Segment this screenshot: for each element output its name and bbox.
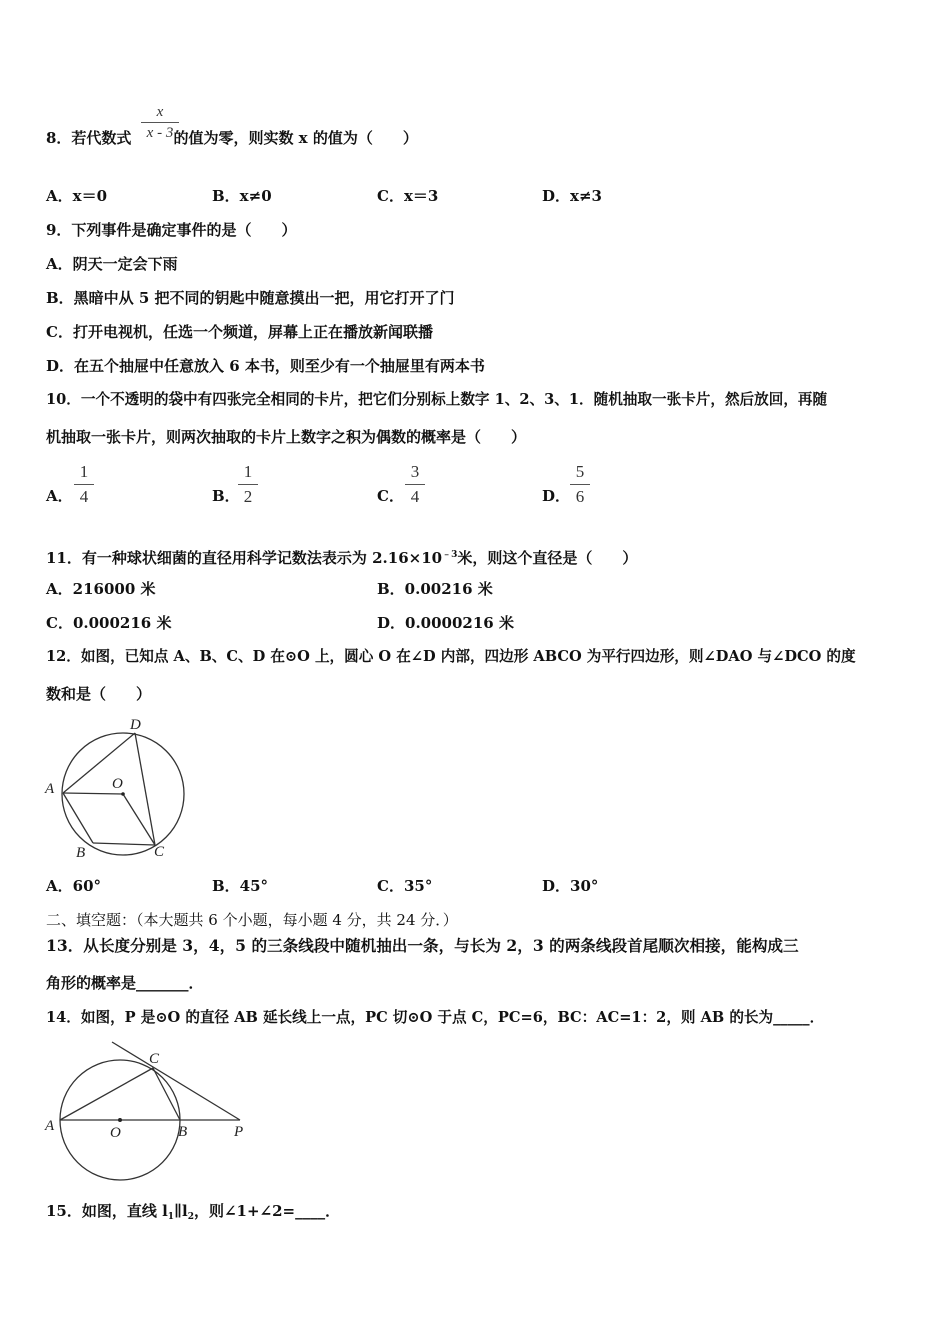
q12-label-o: O bbox=[112, 776, 123, 792]
q11-stem: 11．有一种球状细菌的直径用科学记数法表示为 $2.16\times 10^{﹣3}$米，则这个直径是（ ） bbox=[46, 549, 638, 567]
q8-option-c: C．x＝3 bbox=[377, 187, 439, 205]
q12-option-d: D．30° bbox=[542, 877, 599, 895]
q12-stem-line2: 数和是（ ） bbox=[46, 685, 152, 703]
q12-option-c: C．35° bbox=[377, 877, 433, 895]
q12-circle-figure bbox=[40, 712, 200, 862]
q14-label-c: C bbox=[149, 1051, 160, 1067]
q12-line-ao bbox=[63, 793, 123, 794]
q8-prefix: 8．若代数式 bbox=[46, 129, 132, 147]
q12-label-c: C bbox=[154, 844, 165, 860]
q10-option-c-label: C． bbox=[377, 487, 404, 505]
section-2-heading: 二、填空题：（本大题共 6 个小题，每小题 4 分，共 24 分．） bbox=[46, 911, 458, 929]
q13-stem-line2: 角形的概率是_______． bbox=[46, 974, 204, 992]
q12-stem-line1: 12．如图，已知点 A、B、C、D 在⊙O 上，圆心 O 在∠D 内部，四边形 ABCO 为平行四边形，则∠DAO 与∠DCO 的度 bbox=[46, 648, 856, 665]
q14-label-a: A bbox=[45, 1118, 55, 1134]
q12-label-b: B bbox=[76, 845, 86, 861]
q14-label-p: P bbox=[234, 1124, 244, 1140]
q10-stem-line2: 机抽取一张卡片，则两次抽取的卡片上数字之积为偶数的概率是（ ） bbox=[46, 428, 527, 446]
q11-option-b: B．0.00216 米 bbox=[377, 580, 493, 598]
q12-center-dot bbox=[121, 792, 125, 796]
q12-option-b: B．45° bbox=[212, 877, 269, 895]
q8-frac-num: x bbox=[156, 104, 164, 120]
q15-stem: 15．如图，直线 $l_1\parallel l_2$，则∠1+∠2=____． bbox=[46, 1202, 341, 1222]
q10-option-a-label: A． bbox=[46, 487, 73, 505]
q12-label-d: D bbox=[130, 717, 141, 733]
q9-option-a: A．阴天一定会下雨 bbox=[46, 255, 178, 273]
q11-exponent: ﹣3 bbox=[442, 550, 458, 560]
q13-stem-line1: 13．从长度分别是 3，4，5 的三条线段中随机抽出一条，与长为 2，3 的两条线段首尾顺次相接，能构成三 bbox=[46, 936, 799, 955]
q10-option-d-label: D． bbox=[542, 487, 571, 505]
q10-stem-line1: 10．一个不透明的袋中有四张完全相同的卡片，把它们分别标上数字 1、2、3、1．随机抽取一张卡片，然后放回，再随 bbox=[46, 391, 828, 408]
q10-option-b-frac: 1 2 bbox=[238, 461, 258, 508]
q10-option-a-frac: 1 4 bbox=[74, 461, 94, 508]
q8-suffix: 的值为零，则实数 x 的值为（ ） bbox=[173, 129, 418, 147]
q10-option-b-label: B． bbox=[212, 487, 240, 505]
q14-label-o: O bbox=[110, 1125, 121, 1141]
q14-center-dot bbox=[118, 1118, 122, 1122]
q14-label-b: B bbox=[178, 1124, 188, 1140]
q8-stem bbox=[46, 128, 418, 148]
q14-tangent-line bbox=[112, 1042, 240, 1120]
q9-stem: 9．下列事件是确定事件的是（ ） bbox=[46, 221, 297, 239]
q11-option-c: C．0.000216 米 bbox=[46, 614, 172, 632]
q8-frac-den: x - 3 bbox=[146, 125, 174, 141]
q9-option-b: B．黑暗中从 5 把不同的钥匙中随意摸出一把，用它打开了门 bbox=[46, 289, 455, 307]
q12-line-bc bbox=[93, 843, 155, 845]
q8-option-d: D．x≠3 bbox=[542, 187, 602, 205]
q14-line-ac bbox=[60, 1068, 153, 1120]
q8-option-b: B．x≠0 bbox=[212, 187, 272, 205]
q9-option-c: C．打开电视机，任选一个频道，屏幕上正在播放新闻联播 bbox=[46, 323, 433, 341]
q14-tangent-figure bbox=[40, 1040, 260, 1190]
q9-option-d: D．在五个抽屉中任意放入 6 本书，则至少有一个抽屉里有两本书 bbox=[46, 357, 485, 375]
q14-stem: 14．如图，P 是⊙O 的直径 AB 延长线上一点，PC 切⊙O 于点 C，PC=6，BC：AC=1：2，则 AB 的长为_____． bbox=[46, 1009, 825, 1026]
q12-line-ad bbox=[63, 733, 135, 793]
q12-label-a: A bbox=[45, 781, 55, 797]
q8-fraction bbox=[141, 103, 179, 142]
q10-option-c-frac: 3 4 bbox=[405, 461, 425, 508]
q10-option-d-frac: 5 6 bbox=[570, 461, 590, 508]
q11-option-d: D．0.0000216 米 bbox=[377, 614, 514, 632]
q12-option-a: A．60° bbox=[46, 877, 102, 895]
q11-option-a: A．216000 米 bbox=[46, 580, 156, 598]
q8-option-a: A．x＝0 bbox=[46, 187, 108, 205]
